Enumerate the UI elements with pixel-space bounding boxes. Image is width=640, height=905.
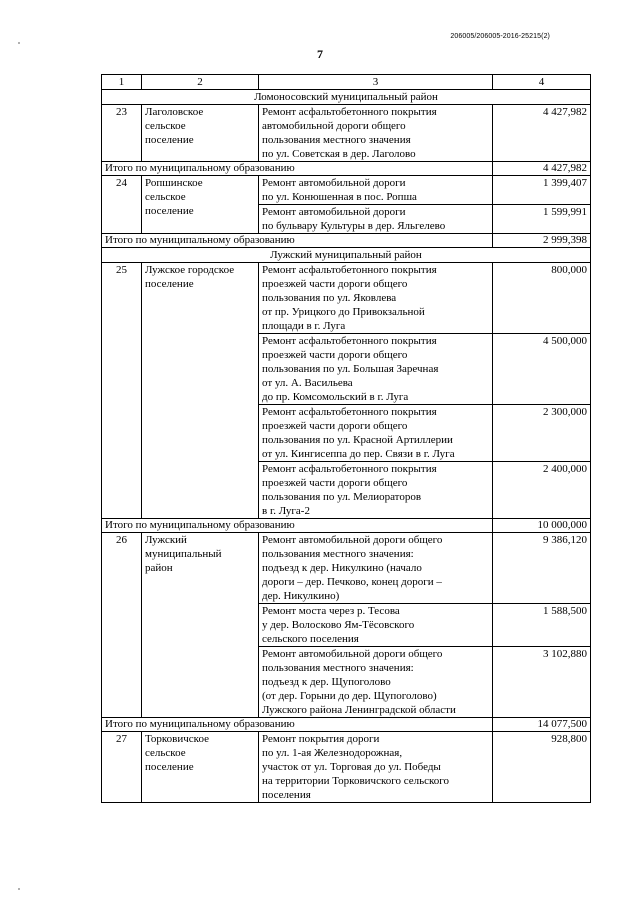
subtotal-row xyxy=(102,519,591,533)
work-description: Ремонт асфальтобетонного покрытия проезжей части дороги общего пользования по ул. Яковлева от пр. Урицкого до Привокзальной площади в г. Луга xyxy=(259,263,493,334)
work-description: Ремонт асфальтобетонного покрытия проезжей части дороги общего пользования по ул. Большая Заречная от ул. А. Васильева до пр. Комсомольский в г. Луга xyxy=(259,334,493,405)
district-row xyxy=(102,90,591,105)
district-name: Лужский муниципальный район xyxy=(102,248,591,263)
work-description: Ремонт автомобильной дороги общего пользования местного значения: подъезд к дер. Щупоголово (от дер. Горыни до дер. Щупоголово) Лужского района Ленинградской области xyxy=(259,647,493,718)
table-row xyxy=(102,732,591,803)
row-number: 26 xyxy=(102,533,142,718)
row-number: 23 xyxy=(102,105,142,162)
municipality-name: Лужское городское поселение xyxy=(142,263,259,519)
subtotal-amount: 10 000,000 xyxy=(493,519,591,533)
amount-cell: 2 400,000 xyxy=(493,462,591,519)
row-number: 27 xyxy=(102,732,142,803)
work-description: Ремонт моста через р. Тесова у дер. Волосково Ям-Тёсовского сельского поселения xyxy=(259,604,493,647)
column-number-cell: 1 xyxy=(102,75,142,90)
amount-cell: 2 300,000 xyxy=(493,405,591,462)
amount-cell: 4 427,982 xyxy=(493,105,591,162)
column-number-row xyxy=(102,75,591,90)
subtotal-amount: 4 427,982 xyxy=(493,162,591,176)
municipality-name: Лужский муниципальный район xyxy=(142,533,259,718)
subtotal-amount: 2 999,398 xyxy=(493,234,591,248)
subtotal-label: Итого по муниципальному образованию xyxy=(102,718,493,732)
amount-cell: 1 399,407 xyxy=(493,176,591,205)
amount-cell: 928,800 xyxy=(493,732,591,803)
table-body xyxy=(102,75,591,803)
work-description: Ремонт автомобильной дороги общего пользования местного значения: подъезд к дер. Никулкино (начало дороги – дер. Печково, конец дороги – дер. Никулкино) xyxy=(259,533,493,604)
funding-table xyxy=(101,74,591,803)
work-description: Ремонт асфальтобетонного покрытия проезжей части дороги общего пользования по ул. Мелиораторов в г. Луга-2 xyxy=(259,462,493,519)
subtotal-row xyxy=(102,234,591,248)
subtotal-amount: 14 077,500 xyxy=(493,718,591,732)
scan-speck xyxy=(18,888,20,890)
amount-cell: 1 599,991 xyxy=(493,205,591,234)
work-description: Ремонт автомобильной дороги по ул. Конюшенная в пос. Ропша xyxy=(259,176,493,205)
amount-cell: 3 102,880 xyxy=(493,647,591,718)
district-name: Ломоносовский муниципальный район xyxy=(102,90,591,105)
work-description: Ремонт асфальтобетонного покрытия автомобильной дороги общего пользования местного значения по ул. Советская в дер. Лаголово xyxy=(259,105,493,162)
table-row xyxy=(102,176,591,205)
column-number-cell: 2 xyxy=(142,75,259,90)
scan-speck xyxy=(18,42,20,44)
work-description: Ремонт покрытия дороги по ул. 1-ая Железнодорожная, участок от ул. Торговая до ул. Победы на территории Торковичского сельского поселения xyxy=(259,732,493,803)
table-row xyxy=(102,105,591,162)
amount-cell: 1 588,500 xyxy=(493,604,591,647)
page-number: 7 xyxy=(317,47,323,61)
table-row xyxy=(102,263,591,334)
work-description: Ремонт автомобильной дороги по бульвару Культуры в дер. Яльгелево xyxy=(259,205,493,234)
column-number-cell: 4 xyxy=(493,75,591,90)
row-number: 25 xyxy=(102,263,142,519)
amount-cell: 9 386,120 xyxy=(493,533,591,604)
district-row xyxy=(102,248,591,263)
municipality-name: Лаголовское сельское поселение xyxy=(142,105,259,162)
municipality-name: Торковичское сельское поселение xyxy=(142,732,259,803)
subtotal-row xyxy=(102,718,591,732)
subtotal-label: Итого по муниципальному образованию xyxy=(102,234,493,248)
subtotal-row xyxy=(102,162,591,176)
municipality-name: Ропшинское сельское поселение xyxy=(142,176,259,234)
table-row xyxy=(102,533,591,604)
subtotal-label: Итого по муниципальному образованию xyxy=(102,162,493,176)
amount-cell: 800,000 xyxy=(493,263,591,334)
row-number: 24 xyxy=(102,176,142,234)
subtotal-label: Итого по муниципальному образованию xyxy=(102,519,493,533)
work-description: Ремонт асфальтобетонного покрытия проезжей части дороги общего пользования по ул. Красной Артиллерии от ул. Кингисеппа до пер. Связи в г. Луга xyxy=(259,405,493,462)
document-id: 206005/206005-2016-25215(2) xyxy=(450,33,550,40)
amount-cell: 4 500,000 xyxy=(493,334,591,405)
column-number-cell: 3 xyxy=(259,75,493,90)
